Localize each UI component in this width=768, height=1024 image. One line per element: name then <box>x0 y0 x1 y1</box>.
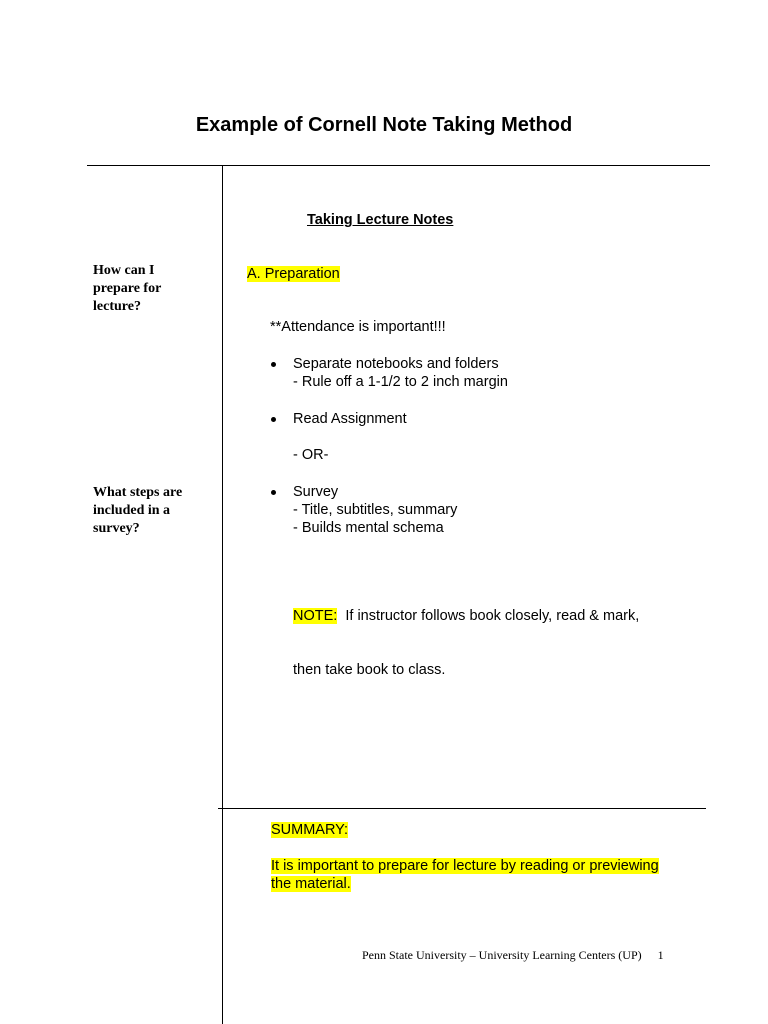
cue-line: included in a <box>93 503 171 518</box>
section-a-label: A. Preparation <box>247 266 340 282</box>
summary-label: SUMMARY: <box>271 822 349 838</box>
instructor-note <box>293 571 639 697</box>
bullet-icon <box>271 490 276 495</box>
cue-line: lecture? <box>93 299 141 314</box>
bullet-line: Survey <box>293 484 339 500</box>
note-text: If instructor follows book closely, read & mark, <box>337 608 640 624</box>
note-text-continued: then take book to class. <box>293 662 446 678</box>
or-separator: - OR- <box>293 447 329 463</box>
cue-line: What steps are <box>93 485 183 500</box>
page-footer <box>362 948 664 963</box>
note-label: NOTE: <box>293 608 338 624</box>
bullet-line: Separate notebooks and folders <box>293 356 499 372</box>
cue-column-divider <box>222 165 223 1024</box>
cue-question-1 <box>93 262 213 316</box>
page-title: Example of Cornell Note Taking Method <box>195 114 573 136</box>
notes-heading: Taking Lecture Notes <box>307 212 454 228</box>
bullet-item-read <box>293 410 407 428</box>
bullet-item-notebooks <box>293 355 508 391</box>
bullet-subline: - Rule off a 1-1/2 to 2 inch margin <box>293 374 508 390</box>
top-divider <box>87 165 710 166</box>
cue-line: How can I <box>93 263 155 278</box>
cue-question-2 <box>93 484 213 538</box>
footer-text: Penn State University – University Learning Centers (UP) <box>362 948 642 962</box>
cue-line: prepare for <box>93 281 162 296</box>
summary-body <box>271 857 659 893</box>
summary-divider <box>218 808 706 809</box>
bullet-subline: - Builds mental schema <box>293 520 444 536</box>
bullet-subline: - Title, subtitles, summary <box>293 502 458 518</box>
summary-heading <box>271 821 348 839</box>
bullet-line: Read Assignment <box>293 411 407 427</box>
page-number: 1 <box>657 948 664 962</box>
bullet-icon <box>271 417 276 422</box>
section-a-heading <box>247 265 340 283</box>
bullet-item-survey <box>293 483 457 537</box>
cue-line: survey? <box>93 521 140 536</box>
bullet-icon <box>271 362 276 367</box>
summary-line: the material. <box>271 876 351 892</box>
attendance-note: **Attendance is important!!! <box>270 319 446 335</box>
summary-line: It is important to prepare for lecture by reading or previewing <box>271 858 659 874</box>
